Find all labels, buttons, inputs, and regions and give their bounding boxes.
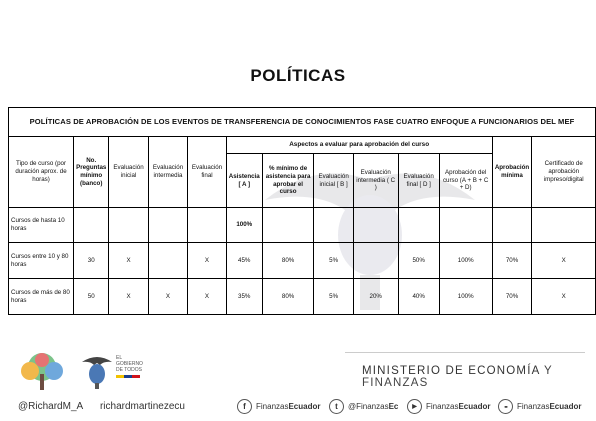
social-label-bold: Ecuador	[458, 402, 491, 411]
social-label: @Finanzas	[348, 402, 389, 411]
twitter-icon: t	[329, 399, 344, 414]
cell-minima	[492, 208, 532, 243]
ministry-name	[362, 365, 596, 389]
cell-tipo: Cursos de más de 80 horas	[9, 279, 74, 315]
social-label-bold: Ecuador	[549, 402, 582, 411]
col-header-aspectos: Aspectos a evaluar para aprobación del curso	[226, 137, 492, 154]
col-header-eval-final: Evaluación final	[188, 137, 227, 208]
col-header-eval-inicial-b: Evaluación inicial [ B ]	[314, 154, 353, 208]
personal-handles	[18, 401, 199, 412]
col-header-tipo: Tipo de curso (por duración aprox. de horas)	[9, 137, 74, 208]
col-header-eval-inicial: Evaluación inicial	[109, 137, 148, 208]
cell-eval-intermedia: X	[148, 279, 187, 315]
footer-divider	[345, 352, 585, 353]
youtube-icon: ▶	[407, 399, 422, 414]
cell-tipo: Cursos entre 10 y 80 horas	[9, 243, 74, 279]
gob-line: DE TODOS	[116, 366, 142, 373]
table-row	[9, 243, 596, 279]
coat-of-arms-icon	[80, 352, 114, 390]
twitter-handle[interactable]: @RichardM_A	[18, 401, 84, 412]
facebook-icon: f	[237, 399, 252, 414]
col-header-pct-asistencia: % mínimo de asistencia para aprobar el curso	[262, 154, 314, 208]
cell-pct-asistencia: 80%	[262, 279, 314, 315]
social-link-flickr[interactable]	[498, 399, 581, 414]
tree-logo	[12, 352, 72, 394]
policies-table	[8, 107, 596, 315]
cell-c	[353, 208, 398, 243]
cell-b: 5%	[314, 279, 353, 315]
cell-preguntas: 30	[74, 243, 109, 279]
social-link-youtube[interactable]	[407, 399, 490, 414]
cell-tipo: Cursos de hasta 10 horas	[9, 208, 74, 243]
cell-asistencia: 35%	[226, 279, 262, 315]
cell-cert: X	[532, 279, 596, 315]
cell-eval-intermedia	[148, 208, 187, 243]
cell-eval-inicial: X	[109, 279, 148, 315]
cell-preguntas	[74, 208, 109, 243]
col-header-aprobacion-minima: Aprobación mínima	[492, 137, 532, 208]
page-title: POLÍTICAS	[250, 66, 346, 85]
col-header-eval-intermedia: Evaluación intermedia	[148, 137, 187, 208]
gob-line: GOBIERNO	[116, 360, 143, 367]
cell-d: 40%	[398, 279, 439, 315]
col-header-aprobacion-curso: Aprobación del curso (A + B + C + D)	[439, 154, 492, 208]
cell-pct-asistencia	[262, 208, 314, 243]
ministry-name-part: MINISTERIO DE ECONOMÍA	[362, 365, 540, 377]
cell-d: 50%	[398, 243, 439, 279]
gobierno-logo	[116, 356, 143, 378]
table-row	[9, 279, 596, 315]
gob-line: EL	[116, 355, 123, 361]
social-label: Finanzas	[517, 402, 550, 411]
cell-eval-final: X	[188, 243, 227, 279]
cell-minima: 70%	[492, 279, 532, 315]
cell-cert: X	[532, 243, 596, 279]
cell-c	[353, 243, 398, 279]
table-heading: POLÍTICAS DE APROBACIÓN DE LOS EVENTOS DE TRANSFERENCIA DE CONOCIMIENTOS FASE CUATRO ENFOQUE A FUNCIONARIOS DEL MEF	[9, 108, 596, 137]
col-header-asistencia: Asistencia [ A ]	[226, 154, 262, 208]
cell-c: 20%	[353, 279, 398, 315]
cell-aprob	[439, 208, 492, 243]
cell-b	[314, 208, 353, 243]
social-label-bold: Ecuador	[288, 402, 321, 411]
cell-cert	[532, 208, 596, 243]
cell-b: 5%	[314, 243, 353, 279]
cell-aprob: 100%	[439, 243, 492, 279]
cell-d	[398, 208, 439, 243]
cell-eval-final: X	[188, 279, 227, 315]
social-label: Finanzas	[426, 402, 459, 411]
ministry-name-part: Y FINANZAS	[362, 365, 553, 389]
col-header-certificado: Certificado de aprobación impreso/digital	[532, 137, 596, 208]
cell-aprob: 100%	[439, 279, 492, 315]
cell-eval-inicial: X	[109, 243, 148, 279]
social-link-twitter[interactable]	[329, 399, 398, 414]
cell-asistencia: 100%	[226, 208, 262, 243]
table-row	[9, 208, 596, 243]
cell-preguntas: 50	[74, 279, 109, 315]
cell-eval-inicial	[109, 208, 148, 243]
cell-pct-asistencia: 80%	[262, 243, 314, 279]
facebook-handle[interactable]: richardmartinezecu	[99, 401, 185, 412]
cell-eval-intermedia	[148, 243, 187, 279]
col-header-preguntas: No. Preguntas mínimo (banco)	[74, 137, 109, 208]
social-label: Finanzas	[256, 402, 289, 411]
cell-asistencia: 45%	[226, 243, 262, 279]
cell-minima: 70%	[492, 243, 532, 279]
cell-eval-final	[188, 208, 227, 243]
flickr-icon: ●●	[498, 399, 513, 414]
col-header-eval-intermedia-c: Evaluación intermedia ( C )	[353, 154, 398, 208]
social-label-bold: Ec	[388, 402, 399, 411]
col-header-eval-final-d: Evaluación final [ D ]	[398, 154, 439, 208]
social-link-facebook[interactable]	[237, 399, 320, 414]
